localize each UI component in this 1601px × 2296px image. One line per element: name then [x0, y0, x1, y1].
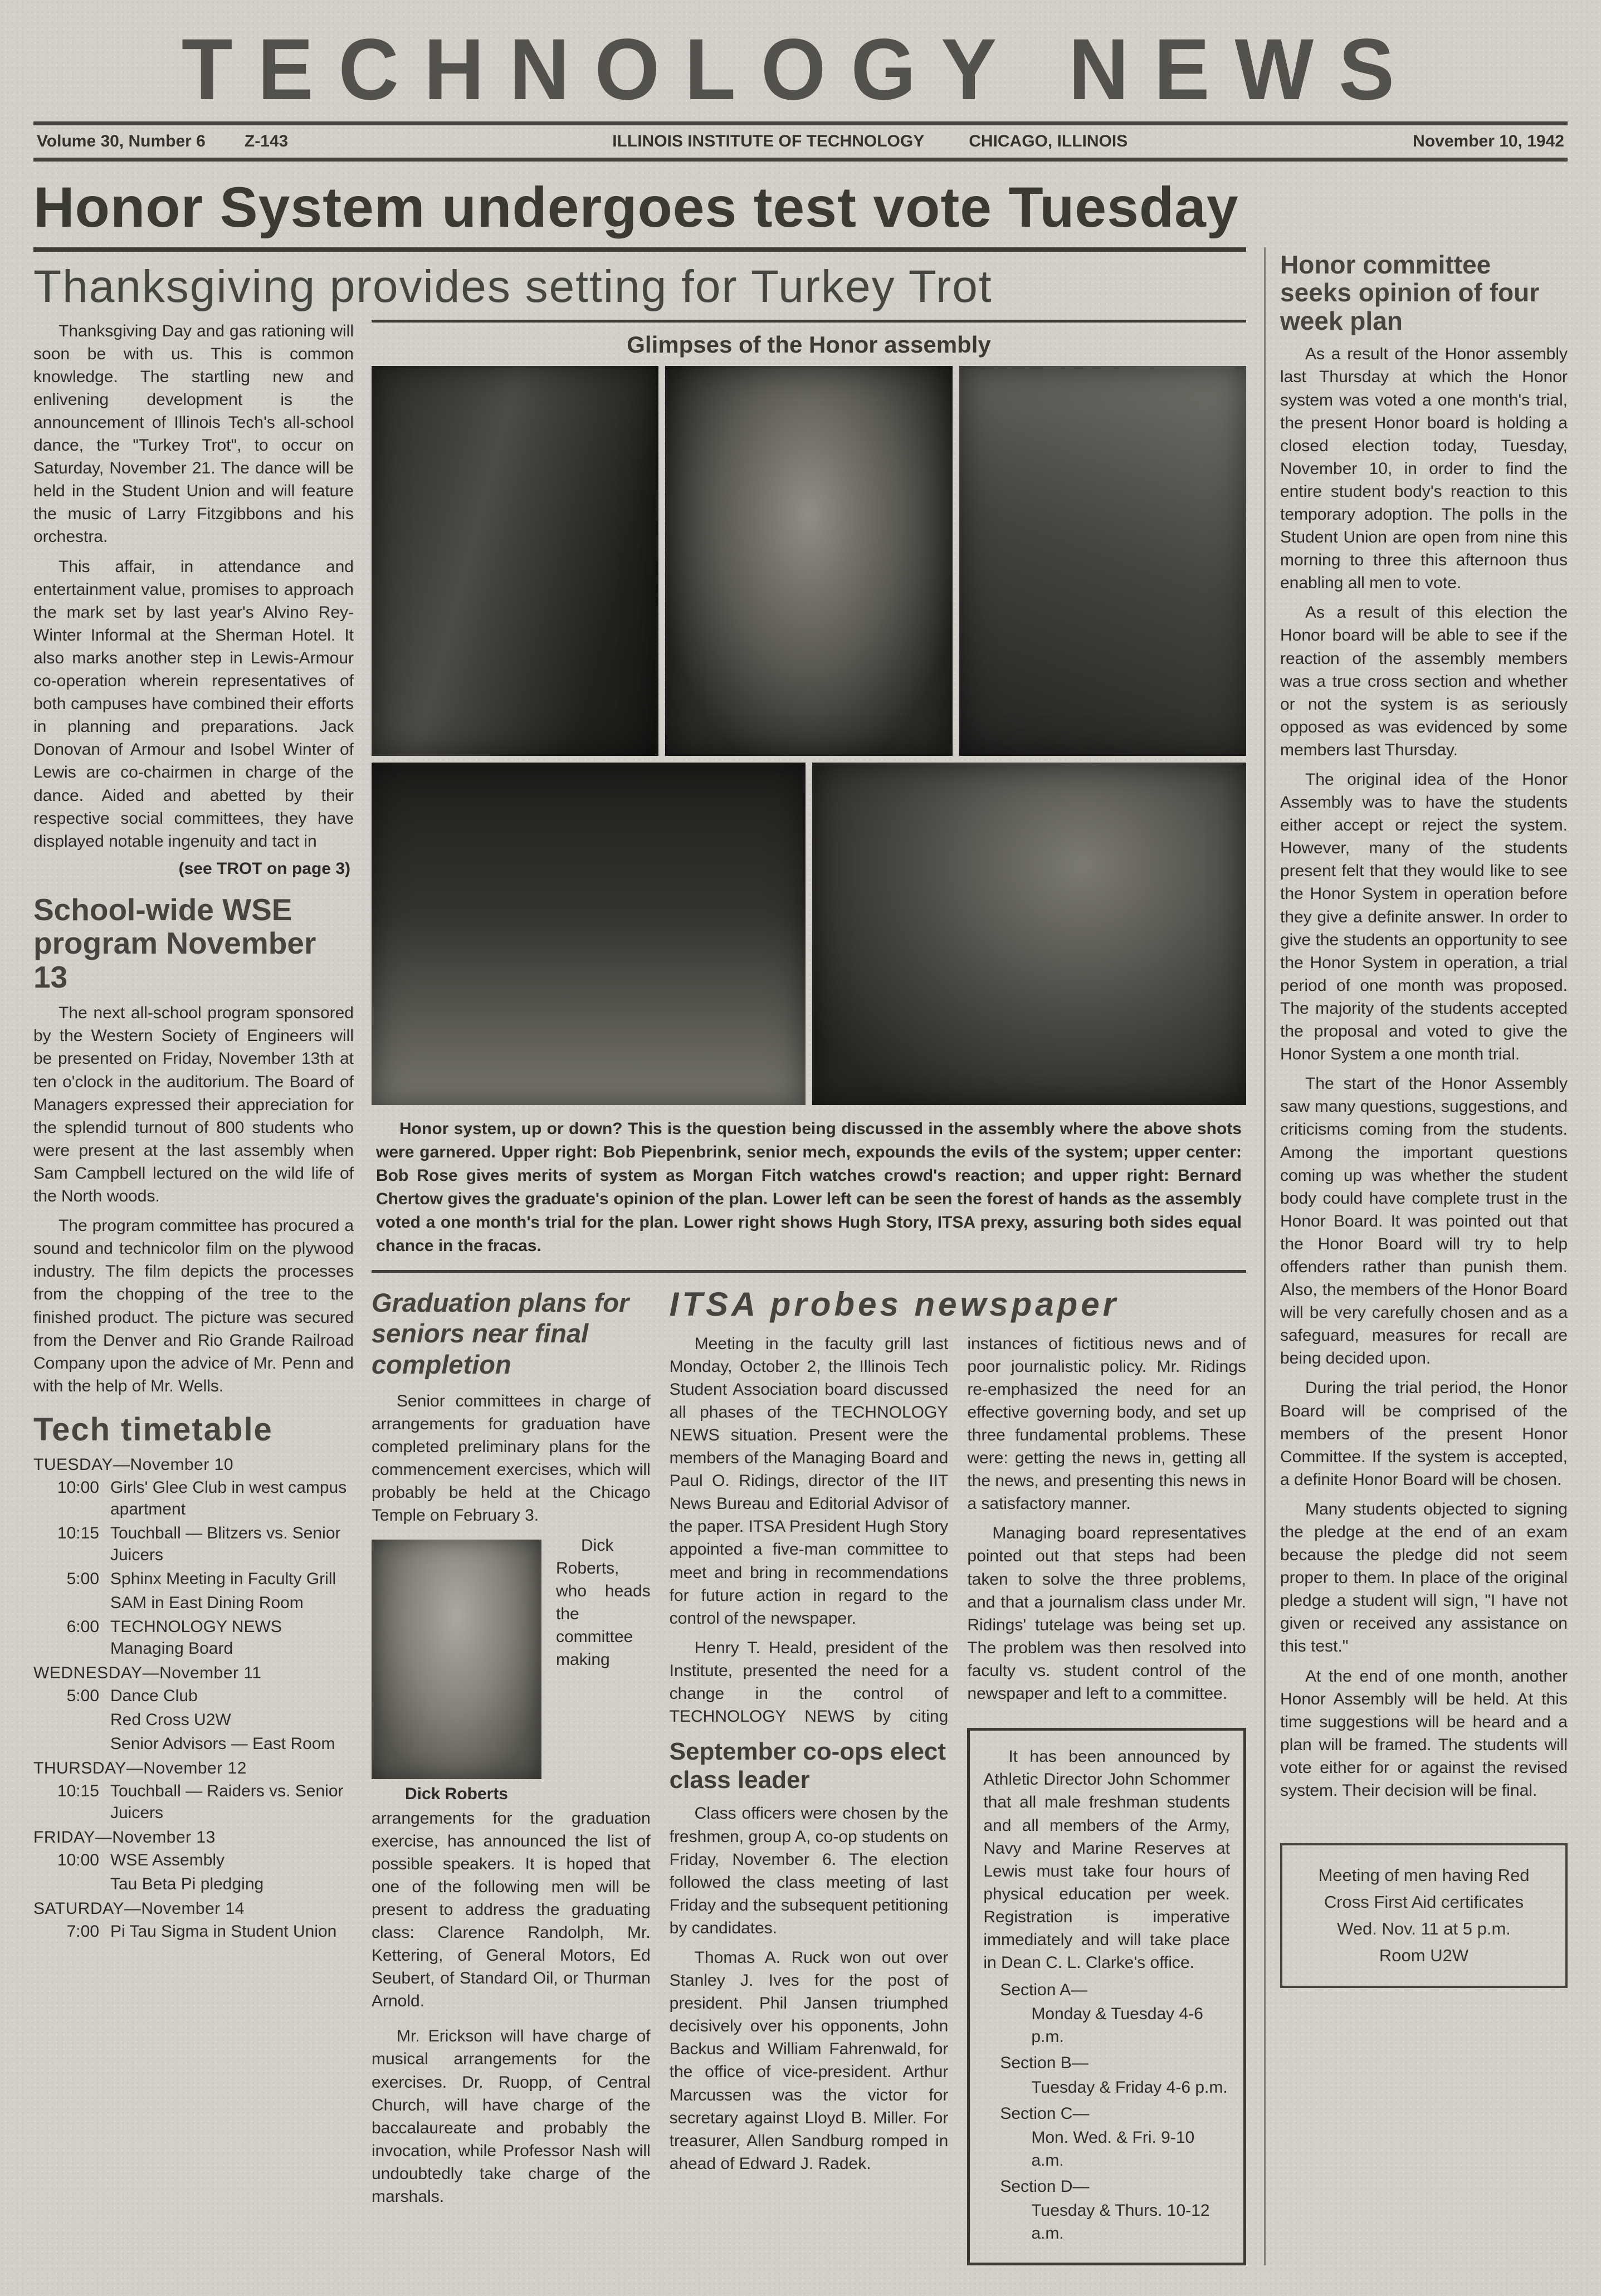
timetable-title: Tech timetable [33, 1411, 273, 1448]
honor-committee-paragraph: During the trial period, the Honor Board will be comprised of the members of the present Honor Committee. If the system is accepted, a definite Honor Board will be chosen. [1280, 1379, 1568, 1489]
graduation-paragraph: Dick Roberts, who heads the committee making arrangements for the graduation exercise, has announced the list of possible speakers. It is hoped that one of the following men will be present to address the graduating class: Clarence Randolph, Mr. Kettering, of General Motors, Ed Seubert, of Standard Oil, or Thurman Arnold. [372, 1536, 651, 2011]
pe-section-time: Tuesday & Thurs. 10-12 a.m. [1031, 2201, 1210, 2243]
timetable-time [33, 1709, 110, 1731]
assembly-photo-lower-right [812, 763, 1246, 1105]
left-column [33, 320, 354, 2266]
story-jump-line: (see TROT on page 3) [178, 859, 350, 878]
timetable-time: 5:00 [66, 1569, 99, 1588]
coops-title: September co-ops elect class leader [669, 1738, 946, 1794]
timetable-item [33, 1921, 354, 1942]
middle-column [372, 320, 1246, 2266]
itsa-text-columns [670, 1332, 1246, 1728]
assembly-photo-upper-left [372, 366, 658, 756]
pe-section-label: Section C— [1000, 2104, 1090, 2123]
timetable-event: Tau Beta Pi pledging [110, 1874, 264, 1893]
itsa-paragraph: Managing board representatives pointed out that steps had been taken to solve the three problems, and that a journalism class under Mr. Ridings' tutelage was being set up. The problem was then resolved into faculty vs. student control of the newspaper and left to a committee. [967, 1524, 1246, 1703]
timetable-event: Sphinx Meeting in Faculty Grill [110, 1569, 336, 1588]
honor-committee-paragraph: As a result of the Honor assembly last Thursday at which the Honor system was voted a one month's trial, the present Honor board is holding a closed election today, Tuesday, November 10, in order to find the entire student body's reaction to this temporary adoption. The polls in the Student Union are open from nine this morning to three this afternoon thus enabling all men to vote. [1280, 345, 1568, 593]
timetable-day: TUESDAY—November 10 [33, 1455, 234, 1474]
timetable-time [33, 1733, 110, 1755]
graduation-paragraph: Senior committees in charge of arrangements for graduation have completed preliminary plans for the commencement exercises, which will probably be held at the Chicago Temple on February 3. [372, 1391, 651, 1525]
timetable-item [33, 1733, 354, 1755]
timetable-item [33, 1780, 354, 1824]
dick-roberts-photo [372, 1540, 541, 1779]
itsa-title: ITSA probes newspaper [669, 1285, 1119, 1323]
timetable-item [33, 1709, 354, 1731]
pe-announcement-box [967, 1728, 1246, 2265]
middle-bottom-grid [372, 1270, 1246, 2266]
timetable-day: FRIDAY—November 13 [33, 1828, 216, 1846]
issue-date: November 10, 1942 [1413, 131, 1564, 150]
volume-number: Volume 30, Number 6 [37, 131, 206, 150]
honor-committee-paragraph: Many students objected to signing the pledge at the end of an exam because the pledge did not seem proper to them. In place of the original pledge a student will sign, "I have not given or received any assistance on this test." [1280, 1499, 1568, 1656]
masthead [33, 20, 1568, 162]
assembly-photo-section [372, 320, 1246, 1268]
timetable-event: SAM in East Dining Room [110, 1593, 304, 1612]
itsa-article [670, 1285, 1246, 1728]
timetable-item [33, 1616, 354, 1659]
timetable-time: 5:00 [66, 1686, 99, 1705]
dick-roberts-photo-block [372, 1540, 541, 1804]
honor-committee-paragraph: As a result of this election the Honor board will be able to see if the reaction of the assembly members was a true cross section and whether or not the system is as seriously opposed as was evidenced by some members last Thursday. [1280, 603, 1568, 759]
coops-paragraph: Thomas A. Ruck won out over Stanley J. Ives for the post of president. Phil Jansen triumphed decisively over his opponents, John Backus and William Fahrenwald, for the office of vice-president. Arthur Marcussen was the victor for secretary against Lloyd B. Miller. For treasurer, Allen Sandburg romped in ahead of Edward J. Radek. [669, 1948, 949, 2173]
timetable-time [33, 1873, 110, 1895]
masthead-info-center [590, 132, 1150, 151]
assembly-photo-upper-center [665, 366, 952, 756]
graduation-title: Graduation plans for seniors near final completion [372, 1287, 629, 1379]
timetable-event: Touchball — Raiders vs. Senior Juicers [110, 1781, 344, 1822]
honor-committee-paragraph: The start of the Honor Assembly saw many questions, suggestions, and criticisms coming from the students. Among the important questions coming up was whether the student body could have complete trust in the Honor Board. It was pointed out that the Honor Board will try to help offenders rather than punish them. Also, the members of the Honor Board will be very carefully chosen and as a safeguard, measures for recall are being decided upon. [1280, 1074, 1568, 1368]
timetable-event: Senior Advisors — East Room [110, 1734, 335, 1753]
timetable-item [33, 1873, 354, 1895]
wse-paragraph: The next all-school program sponsored by the Western Society of Engineers will be presented on Friday, November 13th at ten o'clock in the auditorium. The Board of Managers expressed their appreciation for the splendid turnout of 800 students who were present at the last assembly when Sam Campbell lectured on the wild life of the North woods. [33, 1004, 354, 1206]
itsa-paragraph: Henry T. Heald, president of the Institute, presented the need for a change in the control of TECHNOLOGY NEWS by citing instances of fictitious news and of poor journalistic policy. Mr. Ridings re-emphasized the need for an effective governing body, and set up three fundamental problems. These were: getting the news in, getting all the news, and presenting this news in a satisfactory manner. [669, 1334, 1246, 1726]
timetable-time: 10:00 [57, 1478, 99, 1497]
timetable-item [33, 1568, 354, 1590]
timetable-day: THURSDAY—November 12 [33, 1758, 247, 1777]
timetable-event: Touchball — Blitzers vs. Senior Juicers [110, 1523, 341, 1564]
red-cross-line: Meeting of men having Red Cross First Aid certificates [1318, 1865, 1530, 1912]
itsa-paragraph: Meeting in the faculty grill last Monday, October 2, the Illinois Tech Student Association board discussed all phases of the TECHNOLOGY NEWS situation. Present were the members of the Managing Board and Paul O. Ridings, director of the IIT News Bureau and Editorial Advisor of the paper. ITSA President Hugh Story appointed a five-man committee to meet and bring in recommendations for future action in regard to the control of the newspaper. [669, 1334, 949, 1628]
coops-article [670, 1728, 949, 2265]
timetable-event: WSE Assembly [110, 1850, 225, 1869]
right-column [1264, 247, 1568, 2266]
pe-announcement-text: It has been announced by Athletic Director John Schommer that all male freshman students and all members of the Army, Navy and Marine Reserves at Lewis must take four hours of physical education per week. Registration is imperative immediately and will take place in Dean C. L. Clarke's office. [983, 1747, 1230, 1972]
masthead-info-right [1413, 132, 1564, 151]
deck-area [33, 247, 1246, 320]
assembly-photo-lower-left [372, 763, 806, 1105]
pe-section-time: Tuesday & Friday 4-6 p.m. [1031, 2078, 1228, 2097]
timetable-item [33, 1522, 354, 1566]
assembly-photo-upper-right [959, 366, 1246, 756]
institute-name: ILLINOIS INSTITUTE OF TECHNOLOGY [612, 131, 925, 150]
turkey-trot-paragraph: This affair, in attendance and entertainment value, promises to approach the mark set by last year's Alvino Rey-Winter Informal at the Sherman Hotel. It also marks another step in Lewis-Armour co-operation wherein representatives of both campuses have combined their efforts in planning and preparations. Jack Donovan of Armour and Isobel Winter of Lewis are co-chairmen in charge of the dance. Aided and abetted by their respective social committees, they have displayed notable ingenuity and tact in [33, 557, 354, 851]
red-cross-line: Room U2W [1379, 1946, 1469, 1966]
timetable-time [33, 1592, 110, 1614]
pe-section-label: Section B— [1000, 2054, 1089, 2073]
timetable-event: Girls' Glee Club in west campus apartment [110, 1478, 347, 1518]
pe-section-label: Section D— [1000, 2177, 1090, 2196]
wse-section-title: School-wide WSE program November 13 [33, 892, 316, 994]
graduation-article [372, 1285, 651, 2266]
timetable-item [33, 1592, 354, 1614]
banner-headline: Honor System undergoes test vote Tuesday [33, 175, 1239, 239]
honor-committee-title: Honor committee seeks opinion of four week plan [1280, 250, 1540, 335]
timetable-event: Dance Club [110, 1686, 198, 1705]
timetable-time: 10:00 [57, 1850, 99, 1869]
honor-committee-paragraph: At the end of one month, another Honor Assembly will be held. At this time suggestions will be heard and a plan will be framed. The students will vote either for or against the revised system. Their decision will be final. [1280, 1667, 1568, 1800]
honor-committee-paragraph: The original idea of the Honor Assembly was to have the students either accept or reject the system. However, many of the students present felt that they would like to see the Honor System in operation before they give a definite answer. In order to give the students an opportunity to see the Honor System in operation, a trial period of one month was proposed. The majority of the students accepted the proposal and voted to give the Honor System a one month trial. [1280, 770, 1568, 1064]
masthead-info-left [37, 132, 327, 151]
graduation-paragraph: Mr. Erickson will have charge of musical arrangements for the exercises. Dr. Ruopp, of Central Church, will have charge of the baccalaureate and probably the invocation, while Professor Nash will undoubtedly take charge of the marshals. [372, 2027, 651, 2206]
timetable-event: Red Cross U2W [110, 1710, 231, 1729]
timetable-event: TECHNOLOGY NEWS Managing Board [110, 1617, 282, 1658]
photo-section-title: Glimpses of the Honor assembly [627, 331, 991, 358]
deck-headline: Thanksgiving provides setting for Turkey Trot [33, 261, 993, 312]
masthead-info-row [33, 121, 1568, 162]
pe-section-time: Monday & Tuesday 4-6 p.m. [1031, 2005, 1203, 2046]
turkey-trot-paragraph: Thanksgiving Day and gas rationing will soon be with us. This is common knowledge. The startling new and enlivening development is the announcement of Illinois Tech's all-school dance, the "Turkey Trot", to occur on Saturday, November 21. The dance will be held in the Student Union and will feature the music of Larry Fitzgibbons and his orchestra. [33, 321, 354, 546]
timetable-item [33, 1849, 354, 1871]
page-body [33, 247, 1568, 2266]
timetable-time: 10:15 [57, 1781, 99, 1800]
timetable-time: 6:00 [66, 1617, 99, 1636]
timetable-item [33, 1477, 354, 1520]
timetable-item [33, 1685, 354, 1707]
red-cross-meeting-box [1280, 1843, 1568, 1988]
coops-paragraph: Class officers were chosen by the freshmen, group A, co-op students on Friday, November 6. The election followed the class meeting of last Friday and the subsequent petitioning by candidates. [669, 1804, 949, 1937]
timetable-event: Pi Tau Sigma in Student Union [110, 1922, 337, 1941]
pe-section-time: Mon. Wed. & Fri. 9-10 a.m. [1031, 2128, 1195, 2170]
timetable-day: WEDNESDAY—November 11 [33, 1663, 262, 1682]
timetable-day: SATURDAY—November 14 [33, 1899, 245, 1918]
institute-city: CHICAGO, ILLINOIS [969, 131, 1128, 150]
photo-caption: Honor system, up or down? This is the question being discussed in the assembly where the above shots were garnered. Upper right: Bob Piepenbrink, senior mech, expounds the evils of the system; upper center: Bob Rose gives merits of system as Morgan Fitch watches crowd's reaction; and upper right: Bernard Chertow gives the graduate's opinion of the plan. Lower left can be seen the forest of hands as the assembly voted a one month's trial for the plan. Lower right shows Hugh Story, ITSA prexy, assuring both sides equal chance in the fracas. [376, 1119, 1242, 1255]
timetable-list [33, 1455, 354, 1942]
red-cross-line: Wed. Nov. 11 at 5 p.m. [1337, 1919, 1511, 1939]
timetable-time: 7:00 [66, 1922, 99, 1941]
wse-paragraph: The program committee has procured a sound and technicolor film on the plywood industry. The film depicts the processes from the chopping of the tree to the finished product. The picture was secured from the Denver and Rio Grande Railroad Company upon the advice of Mr. Penn and with the help of Mr. Wells. [33, 1217, 354, 1395]
timetable-time: 10:15 [57, 1523, 99, 1542]
photo-collage [372, 366, 1246, 1105]
pe-section-label: Section A— [1000, 1981, 1088, 2000]
newspaper-title: TECHNOLOGY NEWS [181, 20, 1420, 118]
dick-roberts-caption: Dick Roberts [404, 1784, 509, 1803]
issue-code: Z-143 [244, 131, 289, 150]
pe-announcement-wrap [967, 1728, 1246, 2265]
